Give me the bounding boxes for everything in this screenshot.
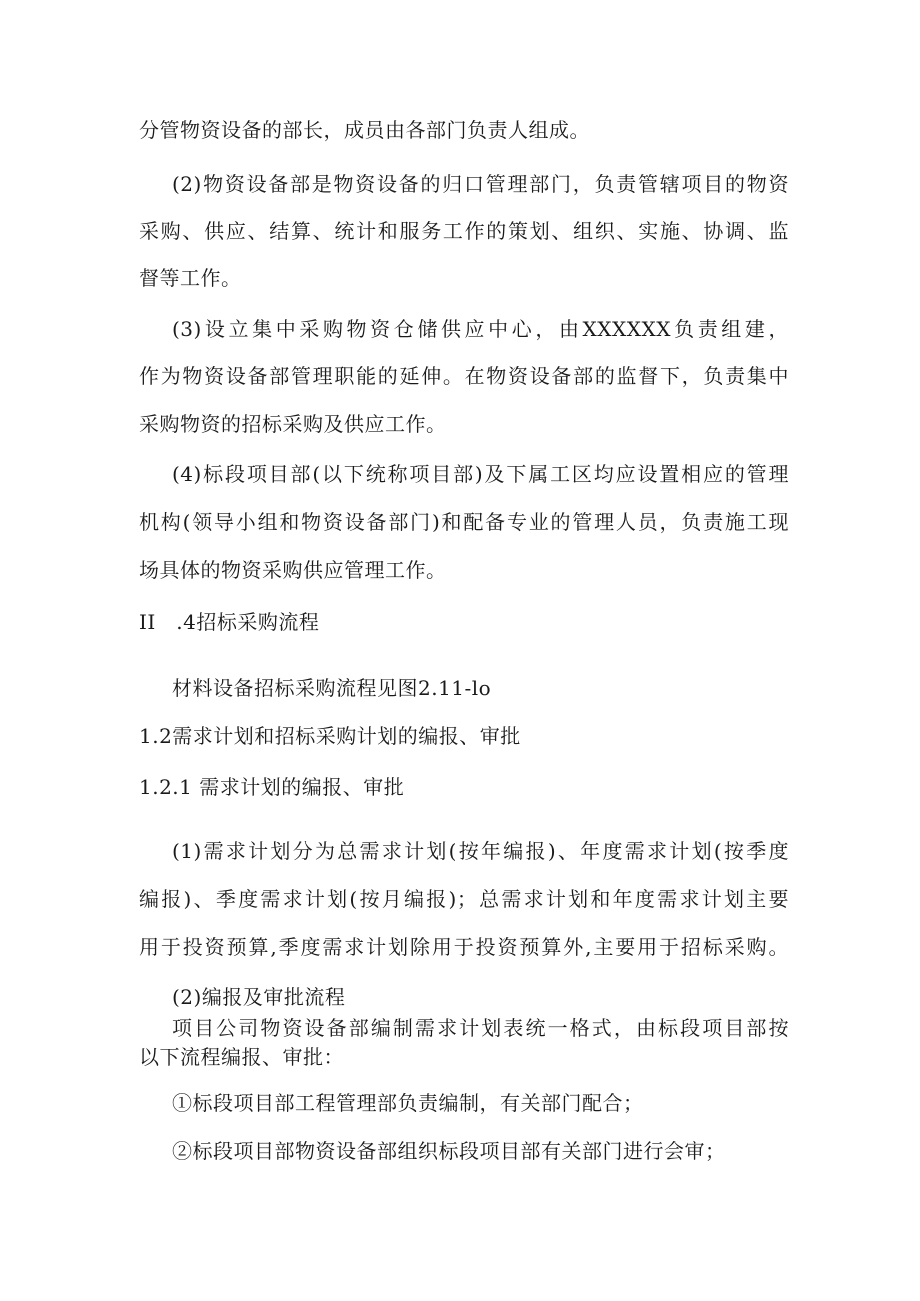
text-line: 采购物资的招标采购及供应工作。 xyxy=(139,412,447,436)
text-line: 场具体的物资采购供应管理工作。 xyxy=(139,558,447,582)
text-line: 材料设备招标采购流程见图2.11-lo xyxy=(172,676,492,700)
text-line: 分管物资设备的部长，成员由各部门负责人组成。 xyxy=(139,118,590,142)
text-line: 用于投资预算,季度需求计划除用于投资预算外,主要用于招标采购。 xyxy=(139,935,789,959)
text-line: (3)设立集中采购物资仓储供应中心，由XXXXXX负责组建， xyxy=(172,317,789,341)
list-item: ②标段项目部物资设备部组织标段项目部有关部门进行会审； xyxy=(172,1139,726,1163)
text-line: 采购、供应、结算、统计和服务工作的策划、组织、实施、协调、监 xyxy=(139,219,789,243)
text-line: 项目公司物资设备部编制需求计划表统一格式，由标段项目部按 xyxy=(172,1016,789,1040)
text-line: 作为物资设备部管理职能的延伸。在物资设备部的监督下，负责集中 xyxy=(139,364,789,388)
list-item: ①标段项目部工程管理部负责编制，有关部门配合； xyxy=(172,1091,644,1115)
text-line: 机构(领导小组和物资设备部门)和配备专业的管理人员，负责施工现 xyxy=(139,510,789,534)
text-line: 编报)、季度需求计划(按月编报)；总需求计划和年度需求计划主要 xyxy=(139,887,789,911)
text-line: (2)物资设备部是物资设备的归口管理部门，负责管辖项目的物资 xyxy=(172,172,789,196)
subsection-heading: 1.2.1 需求计划的编报、审批 xyxy=(139,775,405,799)
text-line: (1)需求计划分为总需求计划(按年编报)、年度需求计划(按季度 xyxy=(172,839,789,863)
text-line: (4)标段项目部(以下统称项目部)及下属工区均应设置相应的管理 xyxy=(172,462,789,486)
section-heading: II .4招标采购流程 xyxy=(139,610,320,634)
text-line: (2)编报及审批流程 xyxy=(172,985,346,1009)
text-line: 督等工作。 xyxy=(139,266,242,290)
section-heading: 1.2需求计划和招标采购计划的编报、审批 xyxy=(139,724,521,748)
text-line: 以下流程编报、审批： xyxy=(139,1045,344,1069)
